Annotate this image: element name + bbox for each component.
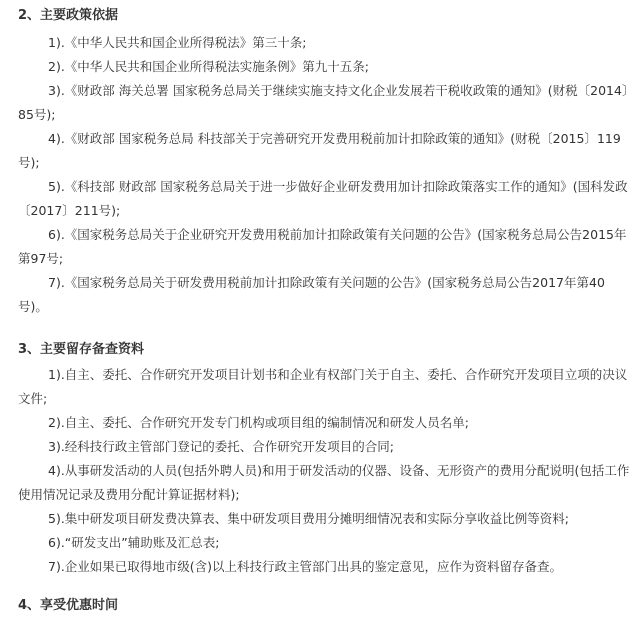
section-3-list <box>18 363 634 579</box>
list-item: 4).《财政部 国家税务总局 科技部关于完善研究开发费用税前加计扣除政策的通知》(财税〔2015〕119号); <box>18 131 621 170</box>
section-spacer <box>18 319 634 339</box>
section-spacer <box>18 579 634 595</box>
list-item: 4).从事研发活动的人员(包括外聘人员)和用于研发活动的仪器、设备、无形资产的费用分配说明(包括工作使用情况记录及费用分配计算证据材料); <box>18 463 630 502</box>
section-2-list <box>18 31 634 319</box>
list-item: 2).《中华人民共和国企业所得税法实施条例》第九十五条; <box>48 59 370 74</box>
document-body <box>18 0 634 617</box>
list-item: 2).自主、委托、合作研究开发专门机构或项目组的编制情况和研发人员名单; <box>48 415 470 430</box>
list-item: 1).《中华人民共和国企业所得税法》第三十条; <box>48 35 307 50</box>
section-3-heading: 3、主要留存备查资料 <box>18 342 145 357</box>
section-4-heading: 4、享受优惠时间 <box>18 598 119 613</box>
list-item: 6).《国家税务总局关于企业研究开发费用税前加计扣除政策有关问题的公告》(国家税务总局公告2015年第97号; <box>18 227 627 266</box>
list-item: 7).企业如果已取得地市级(含)以上科技行政主管部门出具的鉴定意见，应作为资料留存备查。 <box>48 559 563 574</box>
list-item: 5).《科技部 财政部 国家税务总局关于进一步做好企业研发费用加计扣除政策落实工作的通知》(国科发政〔2017〕211号); <box>18 179 628 218</box>
list-item: 3).经科技行政主管部门登记的委托、合作研究开发项目的合同; <box>48 439 395 454</box>
section-2-heading: 2、主要政策依据 <box>18 8 119 23</box>
list-item: 6).“研发支出”辅助账及汇总表; <box>48 535 220 550</box>
list-item: 7).《国家税务总局关于研发费用税前加计扣除政策有关问题的公告》(国家税务总局公告2017年第40号)。 <box>18 275 605 314</box>
list-item: 5).集中研发项目研发费决算表、集中研发项目费用分摊明细情况表和实际分享收益比例等资料; <box>48 511 570 526</box>
list-item: 1).自主、委托、合作研究开发项目计划书和企业有权部门关于自主、委托、合作研究开发项目立项的决议文件; <box>18 367 628 406</box>
list-item: 3).《财政部 海关总署 国家税务总局关于继续实施支持文化企业发展若干税收政策的通知》(财税〔2014〕85号); <box>18 83 629 122</box>
